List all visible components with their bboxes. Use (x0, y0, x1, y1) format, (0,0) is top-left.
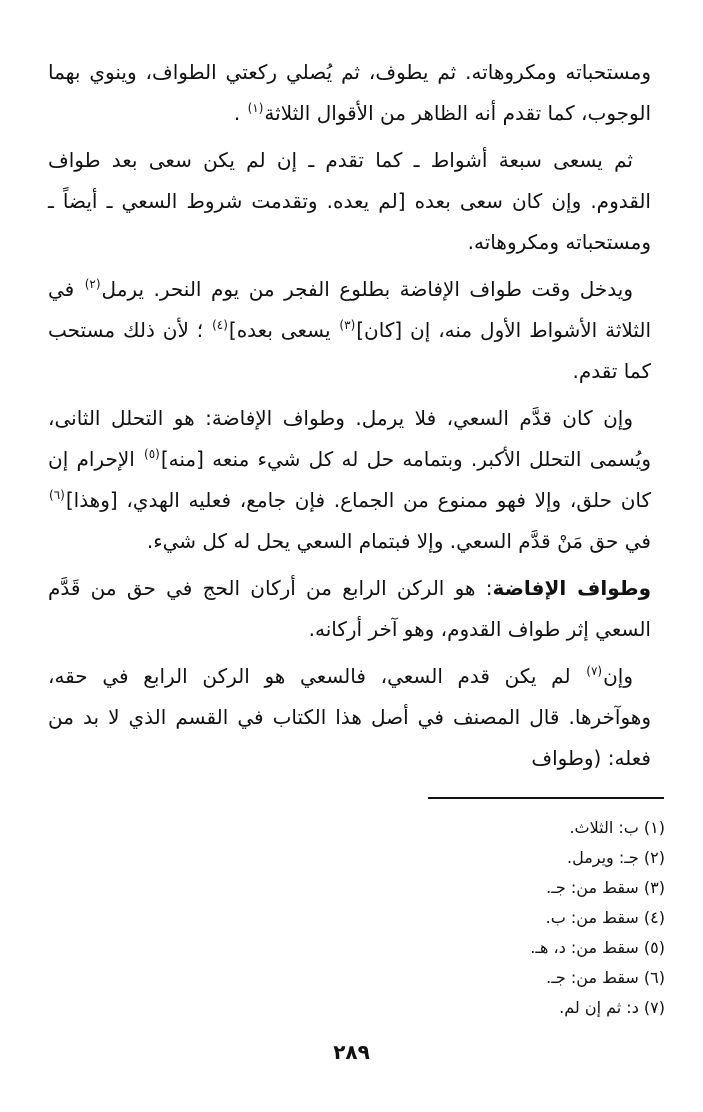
footnotes (530, 813, 665, 1023)
footnote: (٥) سقط من: د، هـ. (530, 938, 665, 957)
footnote-separator (428, 797, 664, 799)
paragraph-text: لم يكن قدم السعي، فالسعي هو الركن الرابع في حقه، وهوآخرها. قال المصنف في أصل هذا الكتاب في القسم الذي لا بد من فعله: (وطواف (48, 664, 651, 770)
footnote-reference: (٥) (144, 447, 160, 462)
paragraph-heading: وطواف الإفاضة (492, 576, 652, 600)
footnote: (٢) جـ: ويرمل. (566, 848, 665, 867)
paragraph-text: ومستحباته ومكروهاته. ثم يطوف، ثم يُصلي ركعتي الطواف، وينوي بهما الوجوب، كما تقدم أنه الظاهر من الأقوال الثلاثة (48, 60, 651, 125)
paragraph (48, 398, 651, 562)
paragraph (48, 52, 651, 134)
paragraph (48, 140, 651, 263)
page-number: ٢٨٩ (333, 1040, 370, 1064)
paragraph-text: يسعى بعده] (228, 318, 339, 342)
paragraph-text: الإحرام إن كان حلق، وإلا فهو ممنوع من الجماع. فإن جامع، فعليه الهدي، [وهذا] (48, 447, 651, 512)
footnote-reference: (١) (247, 101, 264, 116)
footnote: (١) ب: الثلاث. (569, 818, 665, 837)
paragraph (48, 568, 651, 650)
footnote-reference: (٦) (49, 488, 65, 503)
footnote: (٤) سقط من: ب. (545, 908, 665, 927)
paragraph-text: . (233, 101, 247, 125)
footnote-reference: (٧) (586, 664, 603, 679)
footnote: (٦) سقط من: جـ. (546, 968, 665, 987)
main-text (48, 52, 651, 785)
paragraph (48, 269, 651, 392)
paragraph-text: وإن (603, 664, 633, 688)
paragraph-text: ثم يسعى سبعة أشواط ـ كما تقدم ـ إن لم يكن سعى بعد طواف القدوم. وإن كان سعى بعده [لم يعده. وتقدمت شروط السعي ـ أيضاً ـ ومستحباته ومكروهاته. (48, 148, 651, 254)
paragraph-text: وإن كان قدَّم السعي، فلا يرمل. وطواف الإفاضة: هو التحلل الثانى، ويُسمى التحلل الأكبر. وبتمامه حل له كل شيء منعه [منه] (48, 406, 651, 471)
footnote-reference: (٤) (212, 318, 228, 333)
footnote: (٧) د: ثم إن لم. (559, 998, 665, 1017)
footnote: (٣) سقط من: جـ. (546, 878, 665, 897)
paragraph-text: : هو الركن الرابع من أركان الحج في حق من قَدَّم السعي إثر طواف القدوم، وهو آخر أركانه. (48, 576, 651, 641)
footnote-reference: (٢) (84, 277, 101, 292)
paragraph-text: ويدخل وقت طواف الإفاضة بطلوع الفجر من يوم النحر. يرمل (101, 277, 633, 301)
paragraph-text: في حق مَنْ قدَّم السعي. وإلا فبتمام السعي يحل له كل شيء. (146, 529, 651, 553)
paragraph-text: في الثلاثة الأشواط الأول منه، إن [كان] (48, 277, 652, 342)
paragraph-text: ؛ لأن ذلك مستحب كما تقدم. (48, 318, 651, 383)
paragraph (48, 656, 651, 779)
footnote-reference: (٣) (339, 318, 356, 333)
